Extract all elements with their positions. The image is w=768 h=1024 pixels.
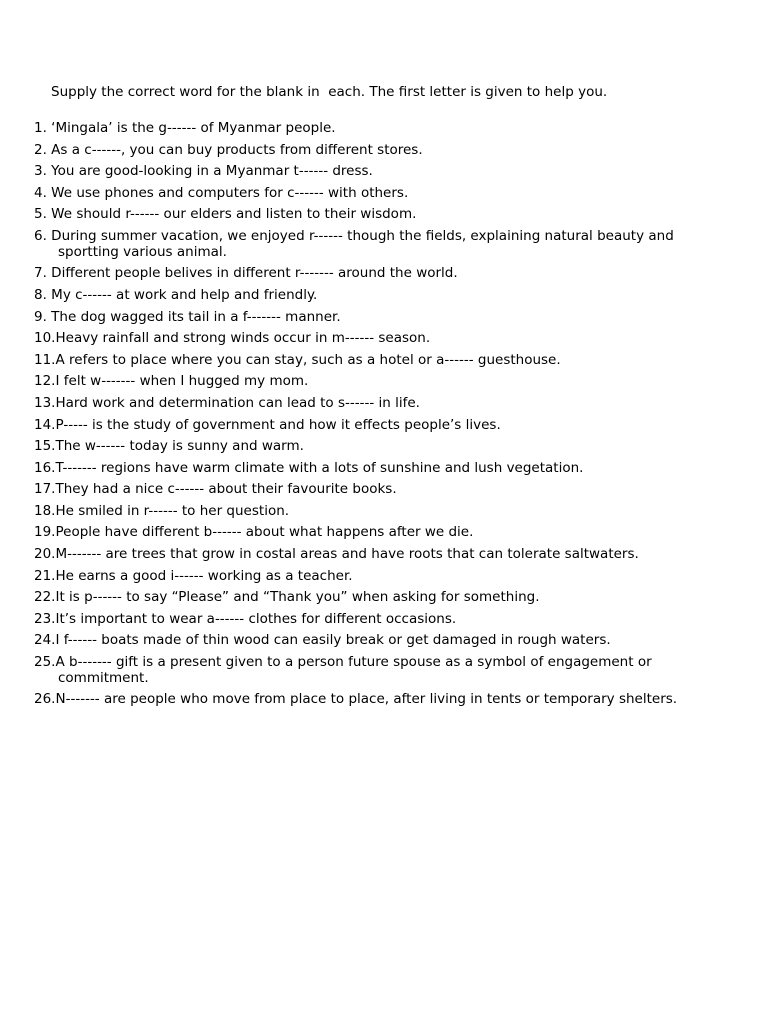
question-item [34, 186, 734, 202]
question-item [34, 418, 734, 434]
question-item [34, 331, 734, 347]
question-number: 25. [34, 654, 56, 671]
question-item [34, 504, 734, 520]
question-text: P----- is the study of government and how it effects people’s lives. [55, 416, 501, 433]
question-number: 18. [34, 502, 56, 519]
question-text: I felt w------- when I hugged my mom. [55, 373, 309, 390]
question-number: 4. [34, 184, 47, 201]
question-number: 13. [34, 394, 56, 411]
question-text: The w------ today is sunny and warm. [55, 438, 304, 455]
question-number: 7. [34, 265, 47, 282]
question-text: M------- are trees that grow in costal areas and have roots that can tolerate saltwaters. [55, 546, 639, 563]
question-number: 22. [34, 589, 56, 606]
question-number: 26. [34, 691, 56, 708]
question-item [34, 482, 734, 498]
question-number: 20. [34, 546, 56, 563]
question-item [34, 692, 734, 708]
question-item [34, 655, 734, 687]
question-number: 14. [34, 416, 56, 433]
question-item [34, 121, 734, 137]
question-item [34, 374, 734, 390]
question-number: 8. [34, 286, 47, 303]
question-text: They had a nice c------ about their favourite books. [55, 481, 397, 498]
question-text: He smiled in r------ to her question. [55, 502, 290, 519]
question-text: As a c------, you can buy products from different stores. [46, 141, 423, 158]
question-item [34, 164, 734, 180]
instruction-text: Supply the correct word for the blank in each. The first letter is given to help you. [51, 84, 608, 100]
question-number: 12. [34, 373, 56, 390]
question-text: N------- are people who move from place to place, after living in tents or temporary shelters. [55, 691, 678, 708]
question-text: I f------ boats made of thin wood can easily break or get damaged in rough waters. [55, 632, 611, 649]
question-item [34, 310, 734, 326]
question-text: We use phones and computers for c------ with others. [46, 184, 409, 201]
question-item [34, 288, 734, 304]
question-number: 15. [34, 438, 56, 455]
question-item [34, 525, 734, 541]
question-item [34, 353, 734, 369]
question-number: 10. [34, 330, 56, 347]
question-number: 19. [34, 524, 56, 541]
question-item [34, 266, 734, 282]
question-item [34, 547, 734, 563]
question-number: 21. [34, 567, 56, 584]
question-number: 1. [34, 120, 47, 136]
question-number: 3. [34, 163, 47, 180]
question-number: 23. [34, 610, 56, 627]
question-text: Hard work and determination can lead to s------ in life. [55, 394, 420, 411]
question-text: During summer vacation, we enjoyed r------ though the fields, explaining natural beauty and sportting various animal. [46, 227, 674, 260]
question-item [34, 396, 734, 412]
question-item [34, 633, 734, 649]
question-text: Heavy rainfall and strong winds occur in m------ season. [55, 330, 431, 347]
question-text: Different people belives in different r------- around the world. [46, 265, 458, 282]
question-item [34, 439, 734, 455]
question-text: A refers to place where you can stay, such as a hotel or a------ guesthouse. [55, 351, 561, 368]
question-item [34, 229, 734, 261]
question-number: 16. [34, 459, 56, 476]
question-number: 9. [34, 308, 47, 325]
question-text: A b------- gift is a present given to a person future spouse as a symbol of engagement or commitment. [55, 654, 652, 686]
question-number: 11. [34, 351, 56, 368]
question-number: 5. [34, 206, 47, 223]
question-number: 24. [34, 632, 56, 649]
question-item [34, 612, 734, 628]
question-item [34, 590, 734, 606]
question-number: 6. [34, 227, 47, 244]
question-item [34, 569, 734, 585]
question-text: He earns a good i------ working as a teacher. [55, 567, 353, 584]
question-text: It is p------ to say “Please” and “Thank you” when asking for something. [55, 589, 540, 606]
question-item [34, 207, 734, 223]
question-text: T------- regions have warm climate with a lots of sunshine and lush vegetation. [55, 459, 584, 476]
question-item [34, 461, 734, 477]
question-text: ‘Mingala’ is the g------ of Myanmar people. [46, 120, 336, 136]
question-number: 2. [34, 141, 47, 158]
question-number: 17. [34, 481, 56, 498]
question-text: You are good-looking in a Myanmar t------ dress. [46, 163, 373, 180]
question-item [34, 143, 734, 159]
question-list [34, 121, 734, 714]
question-text: It’s important to wear a------ clothes for different occasions. [55, 610, 457, 627]
question-text: The dog wagged its tail in a f------- manner. [46, 308, 341, 325]
question-text: My c------ at work and help and friendly. [46, 286, 318, 303]
question-text: We should r------ our elders and listen to their wisdom. [46, 206, 417, 223]
question-text: People have different b------ about what happens after we die. [55, 524, 474, 541]
